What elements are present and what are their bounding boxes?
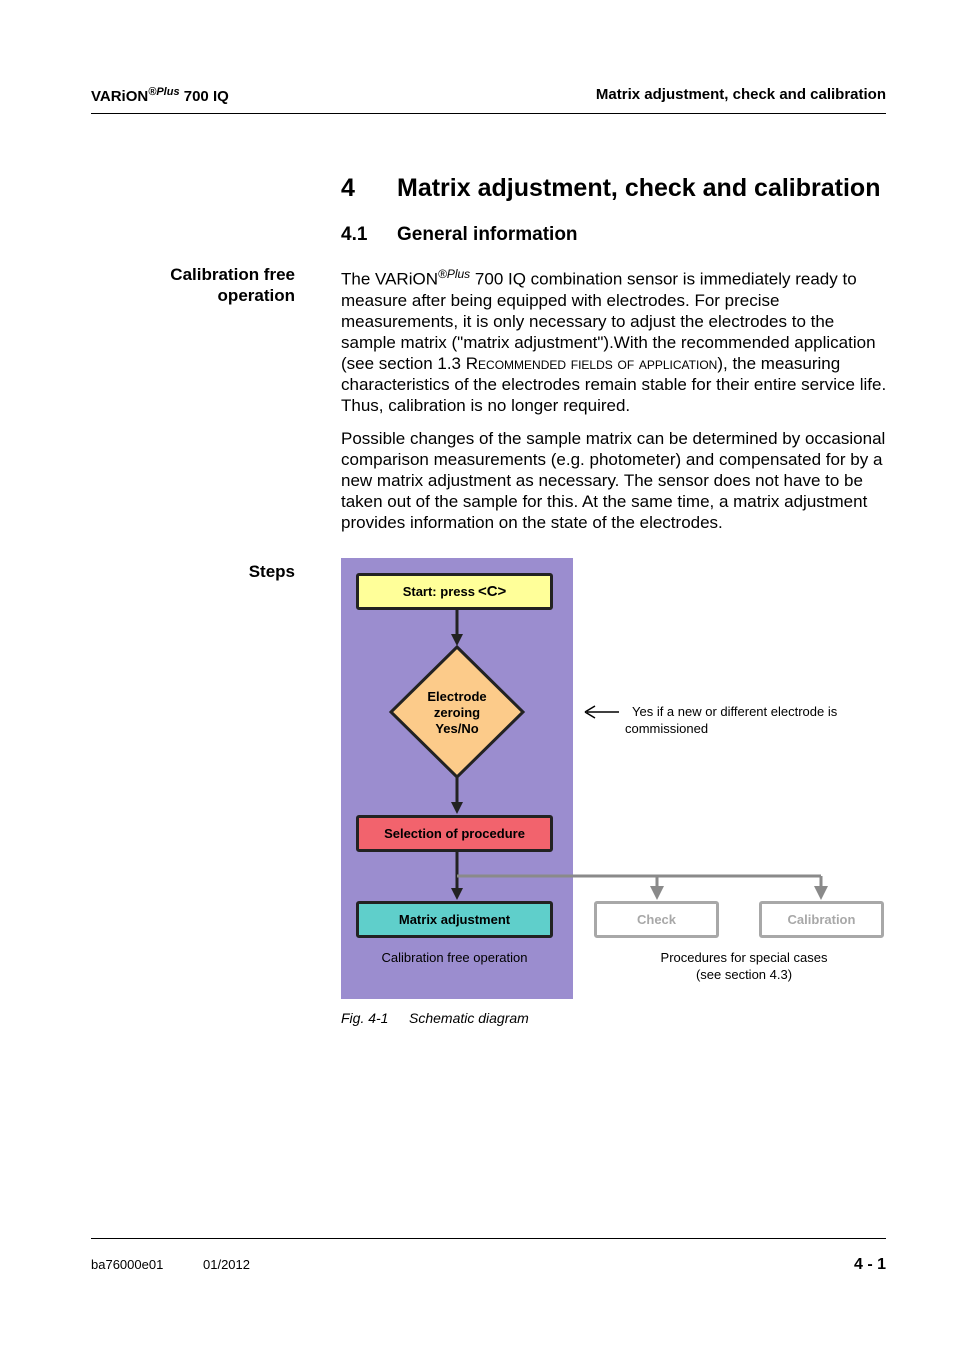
footer-doc-id: ba76000e01 — [91, 1257, 164, 1272]
electrode-note: Yes if a new or different electrode is commissioned — [625, 704, 838, 736]
page-number: 4 - 1 — [853, 1256, 886, 1273]
selection-box: Selection of procedure — [356, 815, 553, 852]
check-box: Check — [594, 901, 719, 938]
calibration-box: Calibration — [759, 901, 884, 938]
header-product: VARiON$^{®Plus}$ 700 IQ — [91, 86, 229, 105]
margin-label-steps: Steps — [248, 562, 295, 581]
arrow-head — [451, 634, 463, 646]
decision-label: Electrode zeroing Yes/No — [427, 689, 487, 736]
footer-date: 01/2012 — [203, 1257, 250, 1272]
margin-label-calibration-free: Calibration free operation — [170, 265, 295, 305]
paragraph-matrix-changes: Possible changes of the sample matrix can be determined by occasional comparison measurements (e.g. photometer) and compensated for by a new matrix adjustment as necessary. The sensor does not have to be taken out of the sample for this. At the same time, a matrix adjustment provides information on the state of the electrodes. — [341, 429, 886, 532]
paragraph-intro: The VARiON$^{®Plus}$ 700 IQ combination sensor is immediately ready to measure after being equipped with electrodes. For precise measurements, it is only necessary to adjust the electrodes to the sample matrix ("matrix adjustment").With the recommended application (see section 1.3 Recommended fields of application), the measuring characteristics of the electrodes remain stable for their entire service life. Thus, calibration is no longer required. — [341, 267, 887, 415]
start-box: Start: press <C> — [356, 573, 553, 610]
section-reference: Recommended fields of application — [465, 353, 718, 373]
section-title: General information — [397, 224, 578, 245]
matrix-adjustment-box: Matrix adjustment — [356, 901, 553, 938]
arrow-head — [451, 802, 463, 814]
arrow-head — [451, 888, 463, 900]
section-number: 4.1 — [341, 224, 368, 245]
chapter-title: Matrix adjustment, check and calibration — [397, 174, 881, 202]
footer-rule — [91, 1238, 886, 1239]
header-section-title: Matrix adjustment, check and calibration — [595, 86, 886, 103]
figure-caption: Schematic diagram — [409, 1010, 529, 1026]
chapter-number: 4 — [341, 174, 355, 202]
special-cases-caption: Procedures for special cases (see section 4.3) — [660, 950, 828, 982]
figure-number: Fig. 4-1 — [341, 1010, 389, 1026]
free-operation-caption: Calibration free operation — [381, 950, 528, 965]
